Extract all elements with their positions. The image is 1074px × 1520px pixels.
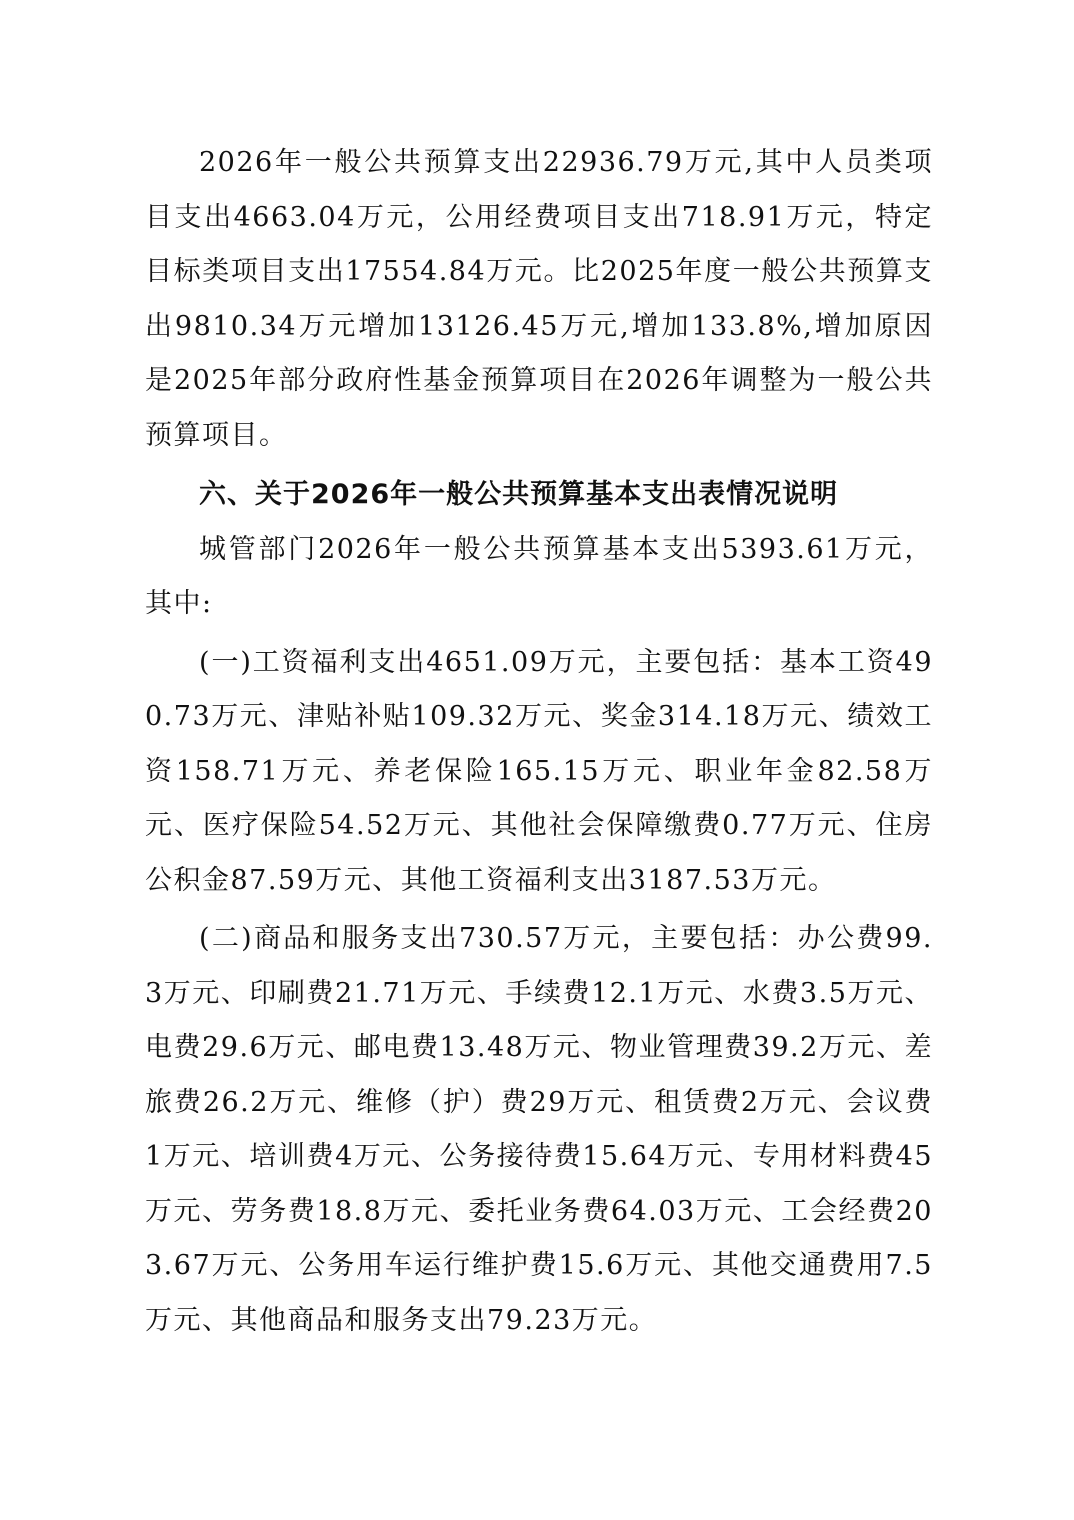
document-body [145,136,933,1348]
paragraph-goods-services: (二)商品和服务支出730.57万元，主要包括：办公费99.3万元、印刷费21.71万元、手续费12.1万元、水费3.5万元、电费29.6万元、邮电费13.48万元、物业管理费39.2万元、差旅费26.2万元、维修（护）费29万元、租赁费2万元、会议费1万元、培训费4万元、公务接待费15.64万元、专用材料费45万元、劳务费18.8万元、委托业务费64.03万元、工会经费203.67万元、公务用车运行维护费15.6万元、其他交通费用7.5万元、其他商品和服务支出79.23万元。 [145,923,933,1336]
paragraph-wages-welfare: (一)工资福利支出4651.09万元，主要包括：基本工资490.73万元、津贴补贴109.32万元、奖金314.18万元、绩效工资158.71万元、养老保险165.15万元、职业年金82.58万元、医疗保险54.52万元、其他社会保障缴费0.77万元、住房公积金87.59万元、其他工资福利支出3187.53万元。 [145,646,933,896]
paragraph-budget-expenditure-summary: 2026年一般公共预算支出22936.79万元,其中人员类项目支出4663.04万元，公用经费项目支出718.91万元，特定目标类项目支出17554.84万元。比2025年度一般公共预算支出9810.34万元增加13126.45万元,增加133.8%,增加原因是2025年部分政府性基金预算项目在2026年调整为一般公共预算项目。 [145,147,933,451]
paragraph-basic-expenditure-total: 城管部门2026年一般公共预算基本支出5393.61万元，其中: [145,533,933,619]
section-heading-basic-expenditure: 六、关于2026年一般公共预算基本支出表情况说明 [199,479,839,510]
